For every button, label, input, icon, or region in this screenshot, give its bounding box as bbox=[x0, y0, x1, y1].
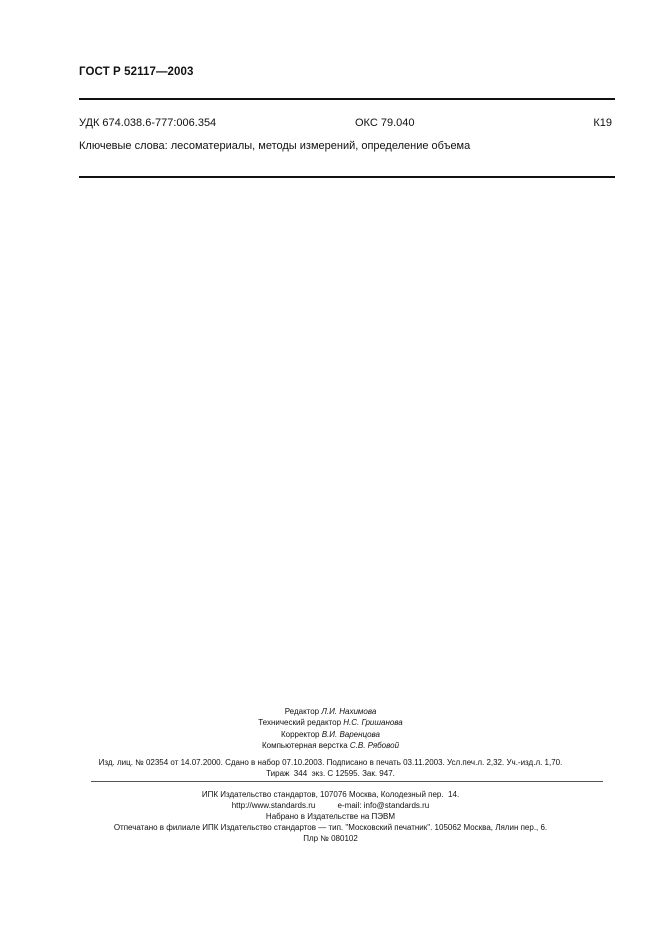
credit-role: Технический редактор bbox=[258, 718, 344, 728]
keywords: Ключевые слова: лесоматериалы, методы измерений, определение объема bbox=[79, 140, 471, 152]
credit-role: Компьютерная верстка bbox=[261, 741, 350, 751]
keywords-divider bbox=[79, 176, 615, 178]
printed-note: Отпечатано в филиале ИПК Издательство стандартов — тип. "Московский печатник". 105062 Москва, Лялин пер., 6. bbox=[113, 823, 548, 832]
credit-layout bbox=[0, 740, 661, 751]
publisher-block bbox=[0, 789, 661, 844]
udk-code: УДК 674.038.6-777:006.354 bbox=[79, 117, 217, 129]
publisher-address: ИПК Издательство стандартов, 107076 Москва, Колодезный пер. 14. bbox=[201, 790, 460, 799]
credit-role: Редактор bbox=[284, 707, 322, 716]
credit-person: Л.И. Нахимова bbox=[321, 707, 377, 716]
imprint-line: Изд. лиц. № 02354 от 14.07.2000. Сдано в набор 07.10.2003. Подписано в печать 03.11.2003. Усл.печ.л. 2,32. Уч.-изд.л. 1,70. bbox=[98, 758, 563, 767]
standard-code: ГОСТ Р 52117—2003 bbox=[79, 66, 194, 78]
license-number: Плр № 080102 bbox=[303, 834, 358, 843]
credit-role: Корректор bbox=[280, 729, 322, 739]
top-divider bbox=[79, 98, 615, 100]
imprint-line: Тираж 344 экз. С 12595. Зак. 947. bbox=[266, 769, 395, 778]
classifier-code: К19 bbox=[593, 117, 612, 129]
imprint-block bbox=[0, 757, 661, 779]
credit-proofreader bbox=[0, 729, 661, 740]
credit-person: Н.С. Гришанова bbox=[343, 718, 403, 728]
credit-person: В.И. Варенцова bbox=[321, 729, 381, 739]
credit-tech-editor bbox=[0, 717, 661, 728]
typeset-note: Набрано в Издательстве на ПЭВМ bbox=[265, 812, 396, 821]
credit-person: С.В. Рябовой bbox=[349, 741, 400, 751]
publisher-web: http://www.standards.ru e-mail: info@standards.ru bbox=[231, 801, 430, 810]
imprint-divider bbox=[91, 781, 603, 782]
credits-block bbox=[0, 706, 661, 752]
oks-code: ОКС 79.040 bbox=[355, 117, 415, 129]
credit-editor bbox=[0, 706, 661, 717]
